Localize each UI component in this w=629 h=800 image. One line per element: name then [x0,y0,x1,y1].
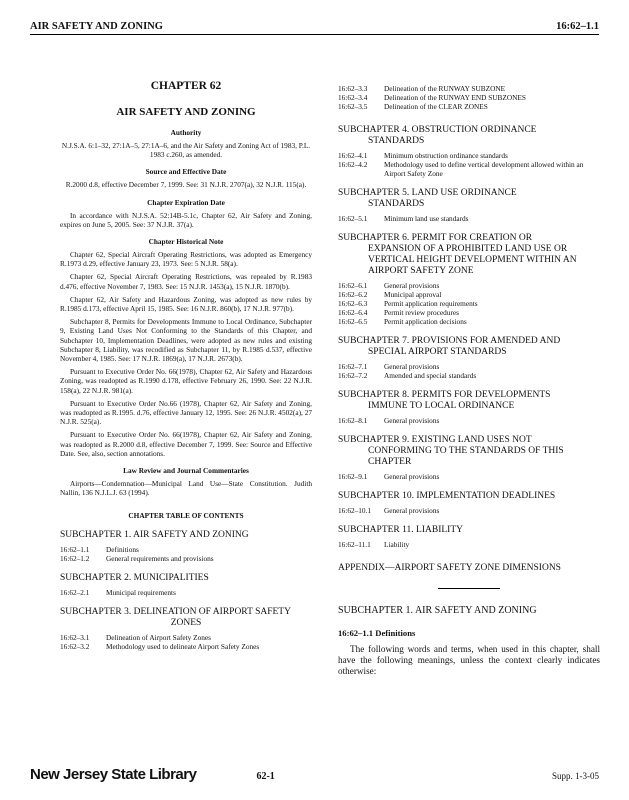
toc-section[interactable]: 16:62–3.1 Delineation of Airport Safety Zones [60,633,211,643]
page-number: 62-1 [256,771,275,782]
body-subchapter-heading: SUBCHAPTER 1. AIR SAFETY AND ZONING [338,605,537,616]
toc-section[interactable]: 16:62–3.5 Delineation of the CLEAR ZONES [338,102,488,111]
history-paragraph: Pursuant to Executive Order No. 66(1978), Chapter 62, Air Safety and Hazardous Zoning, was readopted as R.1990 d.178, effective February 26, 1990. See: 22 N.J.R. 158(a), 22 N.J.R. 981(a). [60,367,312,395]
toc-section[interactable]: 16:62–3.3 Delineation of the RUNWAY SUBZONE [338,84,506,93]
history-paragraph: Chapter 62, Special Aircraft Operating Restrictions, was adopted as Emergency R.1973 d.29, effective January 23, 1973. See: 5 N.J.R. 58(a). [60,250,312,269]
toc-section[interactable]: 16:62–11.1 Liability [338,540,410,549]
history-paragraph: Chapter 62, Air Safety and Hazardous Zoning, was adopted as new rules by R.1985 d.173, effective April 15, 1985. See: 16 N.J.R. 860(b), 17 N.J.R. 977(b). [60,294,312,314]
toc-section[interactable]: 16:62–4.1 Minimum obstruction ordinance standards [338,151,508,160]
toc-section[interactable]: 16:62–5.1 Minimum land use standards [338,214,469,223]
toc-subchapter-2[interactable]: SUBCHAPTER 2. MUNICIPALITIES [60,573,209,584]
toc-section[interactable]: 16:62–9.1 General provisions [338,472,440,481]
toc-section[interactable]: 16:62–6.1 General provisions [338,281,440,290]
right-column [338,84,600,678]
law-review-text: Airports—Condemnation—Municipal Land Use—State Constitution. Judith Nallin, 136 N.J.L.J. 63 (1994). [60,479,312,498]
page-footer [30,766,599,786]
toc-subchapter-7[interactable]: SUBCHAPTER 7. PROVISIONS FOR AMENDED AND SPECIAL AIRPORT STANDARDS [338,336,561,357]
expiration-heading: Chapter Expiration Date [147,197,225,207]
toc-section[interactable]: 16:62–6.4 Permit review procedures [338,308,459,317]
authority-text: N.J.S.A. 6:1–32, 27:1A–5, 27:1A–6, and the Air Safety and Zoning Act of 1983, P.L. 1983 c.260, as amended. [61,141,311,160]
history-paragraph: Chapter 62, Special Aircraft Operating Restrictions, was repealed by R.1983 d.476, effective November 7, 1983. See: 15 N.J.R. 1453(a), 15 N.J.R. 1870(b). [60,272,312,291]
history-paragraph: Subchapter 8, Permits for Developments Immune to Local Ordinance, Subchapter 9, Existing Land Uses Not Conforming to the Standards of this Chapter, and Subchapter 10, Implementation Deadlines, were adopted as new rules and existing Subchapter 8, Liability, was recodified as Subchapter 11, by R.1985 d.537, effective November 4, 1985. See: 17 N.J.R. 1869(a), 17 N.J.R. 2673(b). [60,317,312,364]
toc-subchapter-3[interactable]: SUBCHAPTER 3. DELINEATION OF AIRPORT SAFETY ZONES [60,607,291,629]
library-stamp: New Jersey State Library [30,766,197,783]
toc-subchapter-1[interactable]: SUBCHAPTER 1. AIR SAFETY AND ZONING [60,530,249,541]
authority-heading: Authority [170,128,202,137]
supplement-date: Supp. 1-3-05 [552,771,599,781]
toc-subchapter-9[interactable]: SUBCHAPTER 9. EXISTING LAND USES NOT CONFORMING TO THE STANDARDS OF THIS CHAPTER [338,435,564,467]
expiration-text: In accordance with N.J.S.A. 52:14B-5.1c, Chapter 62, Air Safety and Zoning, expires on June 5, 2005. See: 37 N.J.R. 37(a). [60,210,312,229]
toc-section[interactable]: 16:62–3.4 Delineation of the RUNWAY END SUBZONES [338,93,526,102]
toc-subchapter-5[interactable]: SUBCHAPTER 5. LAND USE ORDINANCE STANDARDS [338,188,517,209]
chapter-number: CHAPTER 62 [150,80,222,92]
source-heading: Source and Effective Date [145,167,227,177]
chapter-name: AIR SAFETY AND ZONING [116,106,256,118]
definitions-intro: The following words and terms, when used in this chapter, shall have the following meanings, unless the context clearly indicates otherwise: [338,644,600,677]
toc-section[interactable]: 16:62–2.1 Municipal requirements [60,588,176,598]
toc-subchapter-10[interactable]: SUBCHAPTER 10. IMPLEMENTATION DEADLINES [338,491,556,501]
toc-section[interactable]: 16:62–6.2 Municipal approval [338,290,442,299]
toc-section[interactable]: 16:62–1.1 Definitions [60,545,139,555]
header-title: AIR SAFETY AND ZONING [30,21,163,32]
toc-section[interactable]: 16:62–8.1 General provisions [338,416,440,425]
history-heading: Chapter Historical Note [148,237,224,247]
history-paragraph: Pursuant to Executive Order No.66 (1978), Chapter 62, Air Safety and Zoning, was readopted as R.1995. d.76, effective January 12, 1995. See: 26 N.J.R. 4502(a), 27 N.J.R. 525(a). [60,398,312,427]
toc-section[interactable]: 16:62–1.2 General requirements and provisions [60,554,214,564]
toc-heading: CHAPTER TABLE OF CONTENTS [128,511,244,521]
toc-appendix[interactable]: APPENDIX—AIRPORT SAFETY ZONE DIMENSIONS [338,563,561,573]
toc-subchapter-8[interactable]: SUBCHAPTER 8. PERMITS FOR DEVELOPMENTS IMMUNE TO LOCAL ORDINANCE [338,390,551,411]
toc-section[interactable]: 16:62–3.2 Methodology used to delineate Airport Safety Zones [60,642,260,652]
source-text: R.2000 d.8, effective December 7, 1999. See: 31 N.J.R. 2707(a), 32 N.J.R. 115(a). [65,180,307,190]
section-divider [438,588,500,589]
toc-section[interactable]: 16:62–7.2 Amended and special standards [338,371,477,380]
toc-section[interactable]: 16:62–4.2 Methodology used to define vertical development allowed within an Airport Safety Zone [338,160,584,178]
toc-section[interactable]: 16:62–7.1 General provisions [338,362,440,371]
law-review-heading: Law Review and Journal Commentaries [123,466,249,476]
toc-section[interactable]: 16:62–6.3 Permit application requirements [338,299,478,308]
header-section-number: 16:62–1.1 [556,21,599,32]
left-column [60,70,312,651]
definitions-heading: 16:62–1.1 Definitions [338,628,416,638]
history-paragraph: Pursuant to Executive Order No. 66(1978), Chapter 62, Air Safety and Zoning, was readopted as R.2000 d.8, effective December 7, 1999. See: Source and Effective Date. See, also, section annotations. [60,430,312,458]
toc-subchapter-4[interactable]: SUBCHAPTER 4. OBSTRUCTION ORDINANCE STANDARDS [338,125,537,146]
running-header [30,12,599,35]
toc-section[interactable]: 16:62–10.1 General provisions [338,506,440,515]
toc-subchapter-11[interactable]: SUBCHAPTER 11. LIABILITY [338,525,463,535]
toc-section[interactable]: 16:62–6.5 Permit application decisions [338,317,467,326]
toc-subchapter-6[interactable]: SUBCHAPTER 6. PERMIT FOR CREATION OR EXPANSION OF A PROHIBITED LAND USE OR VERTICAL HEIGHT DEVELOPMENT WITHIN AN AIRPORT SAFETY ZONE [338,233,577,276]
